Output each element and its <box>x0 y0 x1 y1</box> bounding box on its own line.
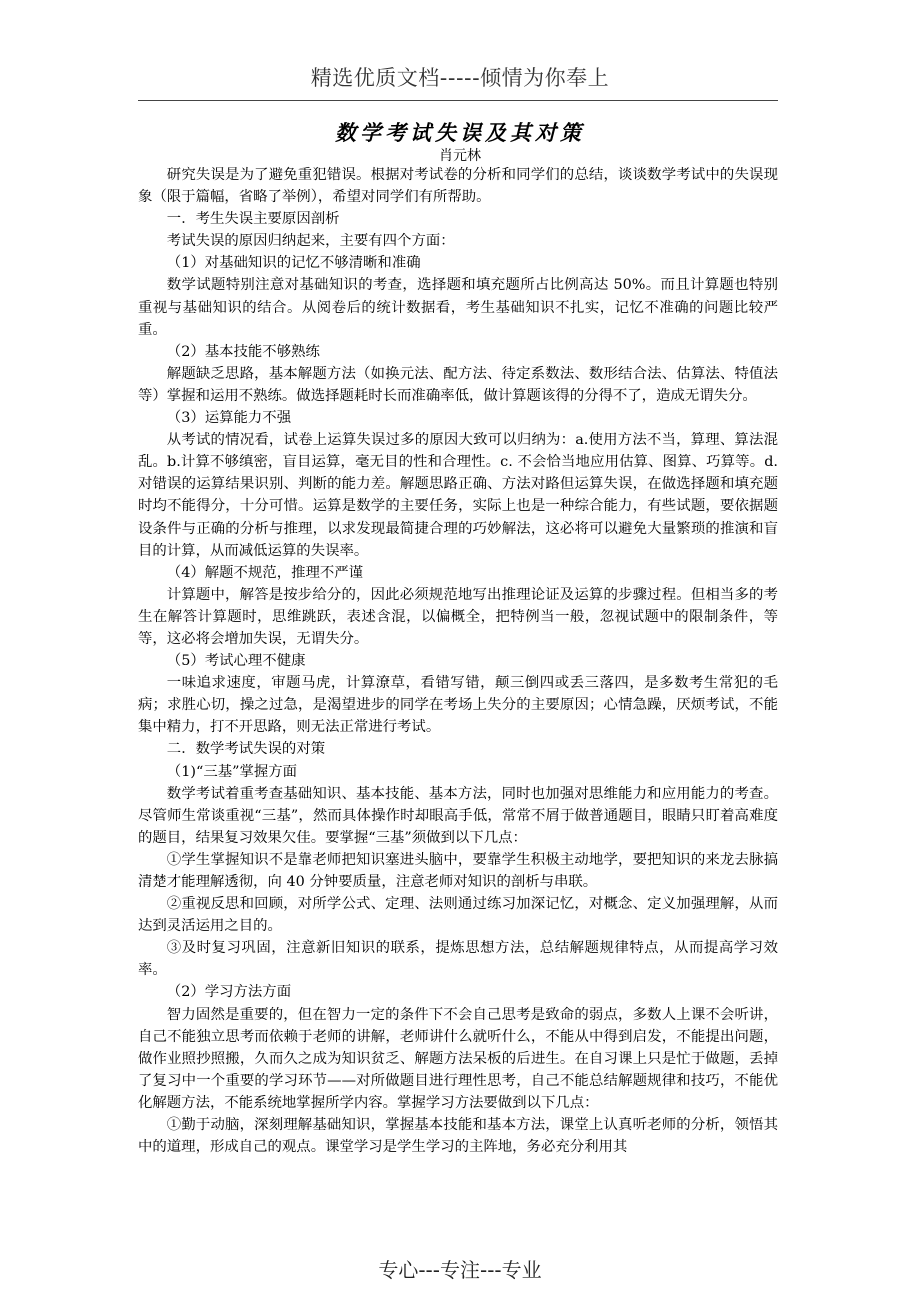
subheading-1-1: （1）对基础知识的记忆不够清晰和准确 <box>166 255 421 272</box>
paragraph: 数学考试着重考查基础知识、基本技能、基本方法，同时也加强对思维能力和应用能力的考查。尽管师生常谈重视“三基”，然而具体操作时却眼高手低，常常不屑于做普通题目，眼睛只盯着高难度的题目，结果复习效果欠佳。要掌握“三基”须做到以下几点： <box>138 785 778 846</box>
subheading-2-1: （1)“三基”掌握方面 <box>166 763 298 780</box>
section-heading-1: 一．考生失误主要原因剖析 <box>166 211 340 228</box>
header-divider <box>138 100 778 101</box>
paragraph: 一味追求速度，审题马虎，计算潦草，看错写错，颠三倒四或丢三落四，是多数考生常犯的毛病；求胜心切，操之过急，是渴望进步的同学在考场上失分的主要原因；心情急躁，厌烦考试，不能集中精力，打不开思路，则无法正常进行考试。 <box>138 675 778 736</box>
paragraph: 解题缺乏思路，基本解题方法（如换元法、配方法、待定系数法、数形结合法、估算法、特值法等）掌握和运用不熟练。做选择题耗时长而准确率低，做计算题该得的分得不了，造成无谓失分。 <box>138 365 778 404</box>
paragraph: 考试失误的原因归纳起来，主要有四个方面： <box>166 233 455 250</box>
author-name: 肖元林 <box>439 148 481 164</box>
section-heading-2: 二．数学考试失误的对策 <box>166 741 326 758</box>
subheading-1-3: （3）运算能力不强 <box>166 410 292 427</box>
intro-paragraph: 研究失误是为了避免重犯错误。根据对考试卷的分析和同学们的总结，谈谈数学考试中的失误现象（限于篇幅，省略了举例），希望对同学们有所帮助。 <box>138 167 778 206</box>
subheading-1-4: （4）解题不规范，推理不严谨 <box>166 564 364 581</box>
paragraph: 计算题中，解答是按步给分的，因此必须规范地写出推理论证及运算的步骤过程。但相当多的考生在解答计算题时，思维跳跃，表述含混，以偏概全，把特例当一般，忽视试题中的限制条件，等等，这必将会增加失误，无谓失分。 <box>138 586 778 647</box>
paragraph: 智力固然是重要的，但在智力一定的条件下不会自己思考是致命的弱点，多数人上课不会听讲，自己不能独立思考而依赖于老师的讲解，老师讲什么就听什么，不能从中得到启发，不能提出问题，做作业照抄照搬，久而久之成为知识贫乏、解题方法呆板的后进生。在自习课上只是忙于做题，丢掉了复习中一个重要的学习环节——对所做题目进行理性思考，自己不能总结解题规律和技巧，不能优化解题方法，不能系统地掌握所学内容。掌握学习方法要做到以下几点： <box>138 1006 778 1111</box>
document-title: 数学考试失误及其对策 <box>335 120 585 145</box>
list-item: ②重视反思和回顾，对所学公式、定理、法则通过练习加深记忆，对概念、定义加强理解，从而达到灵活运用之目的。 <box>138 896 778 935</box>
list-item: ③及时复习巩固，注意新旧知识的联系，提炼思想方法，总结解题规律特点，从而提高学习效率。 <box>138 940 778 979</box>
document-body <box>138 164 778 1158</box>
list-item: ①学生掌握知识不是靠老师把知识塞进头脑中，要靠学生积极主动地学，要把知识的来龙去脉搞清楚才能理解透彻，向 40 分钟要质量，注意老师对知识的剖析与串联。 <box>138 851 778 890</box>
list-item: ①勤于动脑，深刻理解基础知识，掌握基本技能和基本方法，课堂上认真听老师的分析，领悟其中的道理，形成自己的观点。课堂学习是学生学习的主阵地，务必充分利用其 <box>138 1117 778 1156</box>
subheading-1-2: （2）基本技能不够熟练 <box>166 343 320 360</box>
page-header: 精选优质文档-----倾情为你奉上 <box>310 66 610 90</box>
subheading-2-2: （2）学习方法方面 <box>166 984 292 1001</box>
subheading-1-5: （5）考试心理不健康 <box>166 653 306 670</box>
paragraph: 从考试的情况看，试卷上运算失误过多的原因大致可以归纳为：a.使用方法不当，算理、算法混乱。b.计算不够缜密，盲目运算，毫无目的性和合理性。c. 不会恰当地应用估算、图算、巧算等。d.对错误的运算结果识别、判断的能力差。解题思路正确、方法对路但运算失误，在做选择题和填充题时均不能得分，十分可惜。运算是数学的主要任务，实际上也是一种综合能力，有些试题，要依据题设条件与正确的分析与推理，以求发现最简捷合理的巧妙解法，这必将可以避免大量繁琐的推演和盲目的计算，从而减低运算的失误率。 <box>138 432 778 559</box>
page-footer: 专心---专注---专业 <box>378 1258 542 1282</box>
paragraph: 数学试题特别注意对基础知识的考查，选择题和填充题所占比例高达 50%。而且计算题也特别重视与基础知识的结合。从阅卷后的统计数据看，考生基础知识不扎实，记忆不准确的问题比较严重。 <box>138 277 778 338</box>
